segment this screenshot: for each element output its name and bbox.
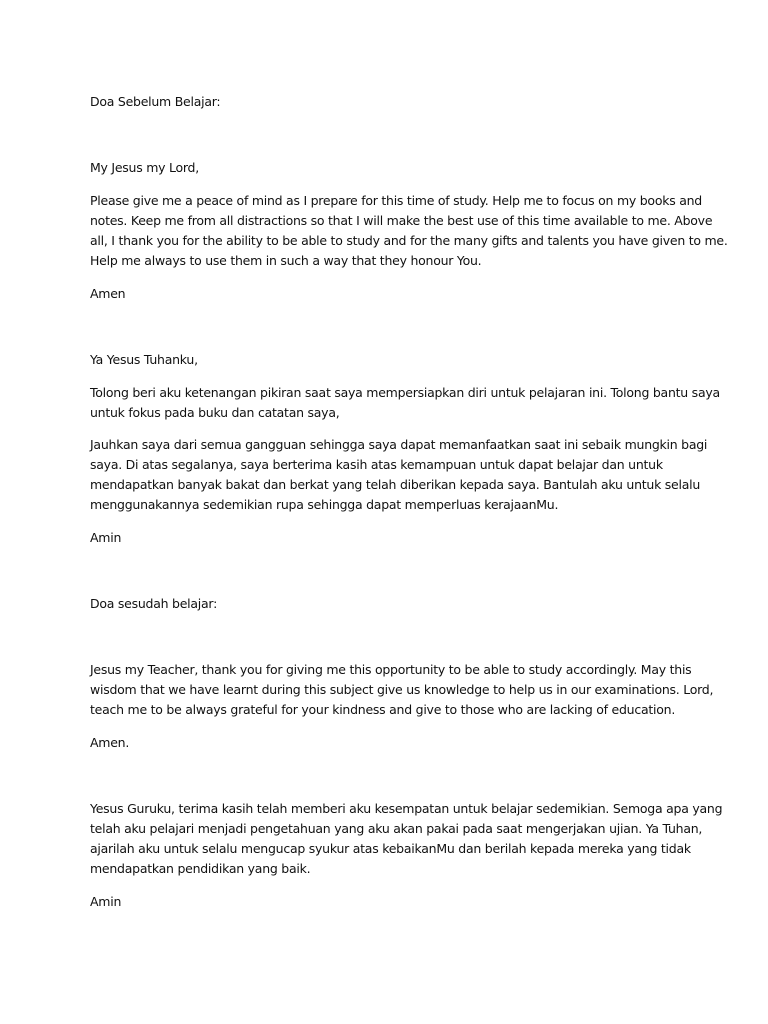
indonesian-prayer-paragraph-1	[90, 383, 720, 423]
paragraph-line: Help me always to use them in such a way that they honour You.	[90, 253, 482, 268]
paragraph-line: Jauhkan saya dari semua gangguan sehingga saya dapat memanfaatkan saat ini sebaik mungkin bagi	[90, 437, 708, 452]
paragraph-line: Jesus my Teacher, thank you for giving me this opportunity to be able to study accordingly. May this	[90, 662, 692, 677]
indonesian-salutation: Ya Yesus Tuhanku,	[90, 352, 198, 367]
indonesian-prayer-paragraph-2	[90, 435, 708, 515]
paragraph-line: Yesus Guruku, terima kasih telah memberi aku kesempatan untuk belajar sedemikian. Semoga apa yang	[90, 801, 723, 816]
english-prayer-paragraph	[90, 191, 728, 271]
indonesian-after-closing: Amin	[90, 894, 122, 909]
heading-before-study: Doa Sebelum Belajar:	[90, 94, 221, 109]
paragraph-line: Please give me a peace of mind as I prepare for this time of study. Help me to focus on my books and	[90, 193, 702, 208]
paragraph-line: telah aku pelajari menjadi pengetahuan yang aku akan pakai pada saat mengerjakan ujian. Ya Tuhan,	[90, 821, 703, 836]
english-after-closing: Amen.	[90, 735, 130, 750]
paragraph-line: mendapatkan banyak bakat dan berkat yang telah diberikan kepada saya. Bantulah aku untuk selalu	[90, 477, 701, 492]
paragraph-line: notes. Keep me from all distractions so that I will make the best use of this time available to me. Above	[90, 213, 713, 228]
paragraph-line: all, I thank you for the ability to be able to study and for the many gifts and talents you have given to me.	[90, 233, 728, 248]
paragraph-line: mendapatkan pendidikan yang baik.	[90, 861, 311, 876]
paragraph-line: teach me to be always grateful for your kindness and give to those who are lacking of education.	[90, 702, 676, 717]
paragraph-line: Tolong beri aku ketenangan pikiran saat saya mempersiapkan diri untuk pelajaran ini. Tolong bantu saya	[90, 385, 720, 400]
heading-after-study: Doa sesudah belajar:	[90, 596, 218, 611]
indonesian-closing: Amin	[90, 530, 122, 545]
paragraph-line: menggunakannya sedemikian rupa sehingga dapat memperluas kerajaanMu.	[90, 497, 559, 512]
paragraph-line: wisdom that we have learnt during this subject give us knowledge to help us in our examinations. Lord,	[90, 682, 714, 697]
indonesian-after-prayer-paragraph	[90, 799, 723, 879]
paragraph-line: saya. Di atas segalanya, saya berterima kasih atas kemampuan untuk dapat belajar dan untuk	[90, 457, 663, 472]
paragraph-line: untuk fokus pada buku dan catatan saya,	[90, 405, 340, 420]
english-after-prayer-paragraph	[90, 660, 714, 720]
english-closing: Amen	[90, 286, 126, 301]
english-salutation: My Jesus my Lord,	[90, 160, 199, 175]
paragraph-line: ajarilah aku untuk selalu mengucap syukur atas kebaikanMu dan berilah kepada mereka yang tidak	[90, 841, 691, 856]
